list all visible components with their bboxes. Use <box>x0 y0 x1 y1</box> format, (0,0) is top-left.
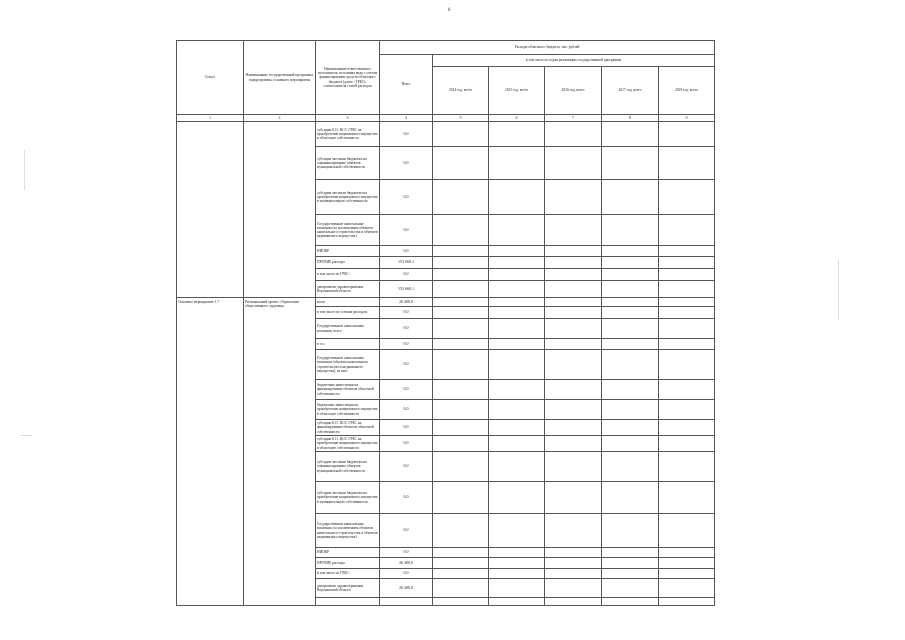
expense-item-total: 0,0 <box>380 339 433 350</box>
column-number: 4 <box>380 115 433 122</box>
expense-item-name: НИОКР <box>316 548 380 558</box>
year-value-cell <box>602 339 659 350</box>
year-value-cell <box>545 579 602 598</box>
year-value-cell <box>489 436 545 452</box>
year-value-cell <box>602 180 659 215</box>
year-value-cell <box>489 548 545 558</box>
column-number: 9 <box>659 115 715 122</box>
event-name-cell: Региональный проект «Укрепление общественного здоровья» <box>244 298 316 606</box>
year-value-cell <box>659 215 715 246</box>
year-value-cell <box>433 307 489 319</box>
year-value-cell <box>545 269 602 281</box>
blank-cell <box>545 598 602 606</box>
year-header: 2017 год, всего <box>602 67 659 115</box>
year-value-cell <box>433 558 489 569</box>
column-number: 6 <box>489 115 545 122</box>
expense-item-name: НИОКР <box>316 246 380 257</box>
expense-item-total: 0,0 <box>380 147 433 180</box>
year-value-cell <box>433 400 489 420</box>
expense-item-total: 0,0 <box>380 180 433 215</box>
expense-item-total: 0,0 <box>380 452 433 482</box>
column-number: 8 <box>602 115 659 122</box>
year-value-cell <box>602 281 659 298</box>
blank-cell <box>316 598 380 606</box>
column-number: 5 <box>433 115 489 122</box>
year-value-cell <box>545 281 602 298</box>
event-status-cell: Основное мероприятие 1.7 <box>177 298 244 606</box>
year-value-cell <box>602 548 659 558</box>
year-value-cell <box>489 400 545 420</box>
expense-item-total: 0,0 <box>380 350 433 380</box>
blank-cell <box>489 598 545 606</box>
year-value-cell <box>602 558 659 569</box>
year-value-cell <box>545 307 602 319</box>
expense-item-total: 0,0 <box>380 482 433 514</box>
year-value-cell <box>602 569 659 579</box>
year-value-cell <box>433 215 489 246</box>
column-number: 7 <box>545 115 602 122</box>
column-number: 1 <box>177 115 244 122</box>
year-value-cell <box>602 579 659 598</box>
year-value-cell <box>545 400 602 420</box>
year-value-cell <box>433 257 489 269</box>
expense-item-total: 0,0 <box>380 436 433 452</box>
year-value-cell <box>489 269 545 281</box>
year-value-cell <box>433 147 489 180</box>
year-header: 2016 год, всего <box>545 67 602 115</box>
year-value-cell <box>489 452 545 482</box>
expense-item-total: 153 660,1 <box>380 257 433 269</box>
by-year-header: в том числе по годам реализации государственной программы <box>433 55 715 67</box>
year-value-cell <box>659 246 715 257</box>
year-value-cell <box>602 436 659 452</box>
expense-item-name: субсидии Б.О. Ю.Л. ГРБС на приобретение недвижимого имущества в областную собственность <box>316 122 380 147</box>
year-value-cell <box>489 350 545 380</box>
year-value-cell <box>545 482 602 514</box>
year-value-cell <box>659 436 715 452</box>
expense-item-name: субсидии Б.О. Ю.Л. ГРБС на приобретение недвижимого имущества в областную собственность <box>317 437 378 450</box>
year-value-cell <box>433 452 489 482</box>
year-value-cell <box>489 246 545 257</box>
expense-item-total: 0,0 <box>380 548 433 558</box>
column-number: 2 <box>244 115 316 122</box>
year-value-cell <box>545 339 602 350</box>
year-value-cell <box>545 350 602 380</box>
expenses-header: Расходы областного бюджета, тыс. рублей <box>380 41 715 55</box>
expense-item-name: Государственные капитальные вложения (объекты капитального строительства и недвижимого имущества), из них: <box>316 350 380 380</box>
blank-cell <box>433 598 489 606</box>
expense-item-total: 153 660,1 <box>380 281 433 298</box>
expense-item-name: в том числе по ГРБС: <box>316 569 380 579</box>
expense-item-name: Государственные капитальные вложения (за исключением объектов капитального строительства и объектов недвижимого имущества) <box>316 215 380 246</box>
year-value-cell <box>433 269 489 281</box>
expense-item-name: субсидии местным бюджетам на софинансирование объектов муниципальной собственности <box>316 452 380 482</box>
year-value-cell <box>602 514 659 548</box>
year-value-cell <box>545 147 602 180</box>
year-value-cell <box>545 420 602 436</box>
year-value-cell <box>602 307 659 319</box>
expense-item-name: департамент здравоохранения Воронежской области <box>316 579 380 598</box>
year-value-cell <box>602 420 659 436</box>
year-header: 2014 год, всего <box>433 67 489 115</box>
year-value-cell <box>659 452 715 482</box>
year-value-cell <box>545 514 602 548</box>
expense-item-name: бюджетные инвестиции на приобретение недвижимого имущества в областную собственность <box>316 400 380 420</box>
year-value-cell <box>545 298 602 307</box>
year-value-cell <box>489 339 545 350</box>
year-value-cell <box>489 215 545 246</box>
year-value-cell <box>489 298 545 307</box>
expense-item-name: субсидии местным бюджетам на софинансирование объектов муниципальной собственности <box>316 147 380 180</box>
blank-cell <box>380 598 433 606</box>
year-value-cell <box>489 579 545 598</box>
year-value-cell <box>659 569 715 579</box>
year-value-cell <box>659 257 715 269</box>
year-value-cell <box>433 122 489 147</box>
expense-item-name: Государственные капитальные вложения, всего <box>316 319 380 339</box>
year-value-cell <box>433 436 489 452</box>
year-value-cell <box>659 548 715 558</box>
year-value-cell <box>659 147 715 180</box>
expense-item-total: 0,0 <box>380 420 433 436</box>
budget-table <box>176 40 715 606</box>
year-value-cell <box>433 281 489 298</box>
year-value-cell <box>545 548 602 558</box>
year-value-cell <box>489 380 545 400</box>
status-cell-empty <box>177 122 244 298</box>
year-value-cell <box>489 281 545 298</box>
year-value-cell <box>545 380 602 400</box>
status-header: Статус <box>177 41 244 115</box>
expense-item-total: 0,0 <box>380 380 433 400</box>
year-value-cell <box>659 579 715 598</box>
expense-item-total: 0,0 <box>380 569 433 579</box>
year-value-cell <box>433 482 489 514</box>
year-value-cell <box>433 350 489 380</box>
expense-item-name: бюджетные инвестиции на финансирование объектов областной собственности <box>316 380 380 400</box>
expense-item-name: в т.ч.: <box>316 339 380 350</box>
expense-item-name: в том числе по статьям расходов: <box>316 307 380 319</box>
year-value-cell <box>545 215 602 246</box>
expense-item-total: 0,0 <box>380 319 433 339</box>
expense-item-total: 0,0 <box>380 307 433 319</box>
year-value-cell <box>433 180 489 215</box>
year-value-cell <box>545 180 602 215</box>
year-value-cell <box>545 436 602 452</box>
year-value-cell <box>545 257 602 269</box>
expense-item-name: в том числе по ГРБС: <box>316 269 380 281</box>
expense-item-total: 0,0 <box>380 514 433 548</box>
total-header: Всего <box>380 55 433 115</box>
expense-item-name: ПРОЧИЕ расходы <box>316 257 380 269</box>
year-value-cell <box>659 269 715 281</box>
program-cell-empty <box>244 122 316 298</box>
year-value-cell <box>602 147 659 180</box>
year-value-cell <box>602 350 659 380</box>
table-body <box>177 122 715 606</box>
year-value-cell <box>659 514 715 548</box>
year-value-cell <box>489 420 545 436</box>
year-value-cell <box>489 482 545 514</box>
expense-item-total: 0,0 <box>380 400 433 420</box>
year-value-cell <box>489 257 545 269</box>
expense-item-total: 26 400,0 <box>380 558 433 569</box>
page-number: 6 <box>448 8 451 13</box>
year-value-cell <box>659 180 715 215</box>
year-header: 2018 год, всего <box>659 67 715 115</box>
year-value-cell <box>602 452 659 482</box>
year-value-cell <box>545 122 602 147</box>
year-value-cell <box>545 569 602 579</box>
program-name-header: Наименование государственной программы, подпрограммы, основного мероприятия <box>244 41 316 115</box>
blank-cell <box>659 598 715 606</box>
expense-item-name: субсидии Б.О. Ю.Л. ГРБС на финансирование объектов областной собственности <box>316 420 380 436</box>
year-value-cell <box>659 482 715 514</box>
year-value-cell <box>659 400 715 420</box>
expense-item-total: 26 400,0 <box>380 579 433 598</box>
year-value-cell <box>433 298 489 307</box>
year-value-cell <box>602 298 659 307</box>
year-value-cell <box>489 319 545 339</box>
table-row <box>177 122 715 147</box>
year-value-cell <box>489 122 545 147</box>
year-value-cell <box>545 319 602 339</box>
year-value-cell <box>659 350 715 380</box>
year-value-cell <box>602 257 659 269</box>
year-value-cell <box>602 246 659 257</box>
expense-item-total: 0,0 <box>380 122 433 147</box>
column-number: 3 <box>316 115 380 122</box>
year-value-cell <box>659 339 715 350</box>
expense-item-name: ПРОЧИЕ расходы <box>316 558 380 569</box>
year-value-cell <box>659 420 715 436</box>
year-header: 2015 год, всего <box>489 67 545 115</box>
expense-item-name: субсидии местным бюджетам на приобретение недвижимого имущества в муниципальную собственность <box>316 482 380 514</box>
year-value-cell <box>602 269 659 281</box>
year-value-cell <box>489 569 545 579</box>
year-value-cell <box>602 400 659 420</box>
expense-item-total: 26 400,0 <box>380 298 433 307</box>
year-value-cell <box>433 514 489 548</box>
expense-item-name: департамент здравоохранения Воронежской области <box>316 281 380 298</box>
source-header: Наименование ответственного исполнителя, источника вида с учетом финансирования средств областного бюджета (далее - ГРБС), соисполнителя статей расходов <box>316 41 380 115</box>
table-row <box>177 298 715 307</box>
year-value-cell <box>659 281 715 298</box>
table-header <box>177 41 715 122</box>
year-value-cell <box>433 420 489 436</box>
expense-item-total: 0,0 <box>380 269 433 281</box>
year-value-cell <box>602 215 659 246</box>
year-value-cell <box>659 122 715 147</box>
year-value-cell <box>489 558 545 569</box>
year-value-cell <box>545 558 602 569</box>
year-value-cell <box>659 319 715 339</box>
year-value-cell <box>489 514 545 548</box>
year-value-cell <box>659 307 715 319</box>
expense-item-total: 0,0 <box>380 215 433 246</box>
expense-item-name: Государственные капитальные вложения (за исключением объектов капитального строительства и объектов недвижимого имущества) <box>316 514 380 548</box>
year-value-cell <box>659 558 715 569</box>
year-value-cell <box>602 380 659 400</box>
year-value-cell <box>659 380 715 400</box>
year-value-cell <box>433 579 489 598</box>
year-value-cell <box>433 380 489 400</box>
expense-item-total: 0,0 <box>380 246 433 257</box>
year-value-cell <box>433 319 489 339</box>
year-value-cell <box>433 339 489 350</box>
year-value-cell <box>545 246 602 257</box>
year-value-cell <box>659 298 715 307</box>
year-value-cell <box>602 319 659 339</box>
year-value-cell <box>489 180 545 215</box>
year-value-cell <box>489 147 545 180</box>
budget-table-sheet <box>176 40 714 600</box>
year-value-cell <box>433 569 489 579</box>
year-value-cell <box>602 122 659 147</box>
year-value-cell <box>545 452 602 482</box>
year-value-cell <box>489 307 545 319</box>
expense-item-name: субсидии местным бюджетам на приобретение недвижимого имущества в муниципальную собственность <box>316 180 380 215</box>
expense-item-name: всего <box>316 298 380 307</box>
year-value-cell <box>602 482 659 514</box>
year-value-cell <box>433 548 489 558</box>
blank-cell <box>602 598 659 606</box>
year-value-cell <box>433 246 489 257</box>
